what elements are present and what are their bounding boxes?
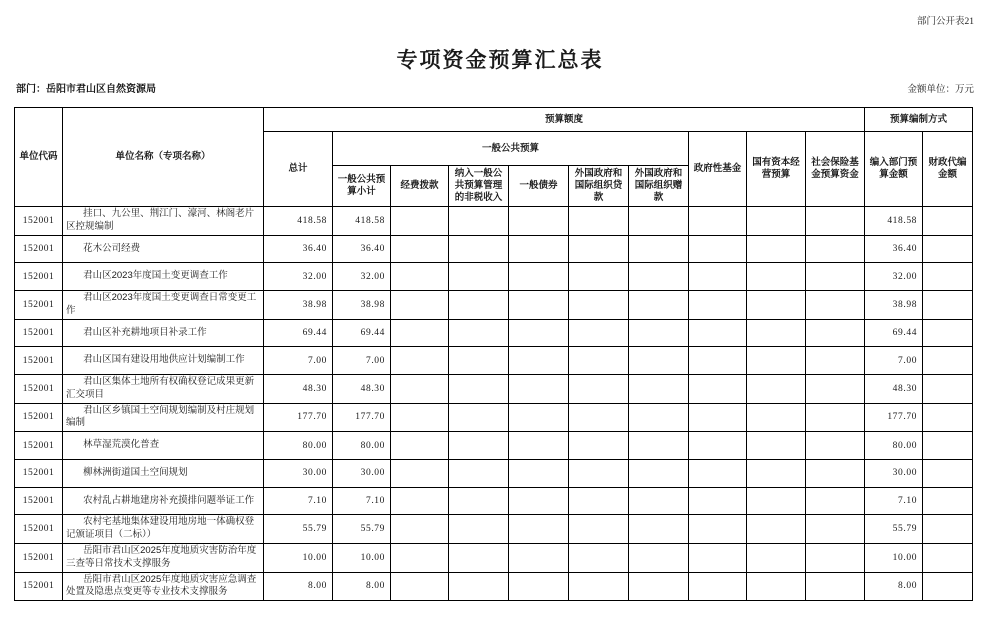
unit-name-cell: 岳阳市君山区2025年度地质灾害应急调查处置及隐患点变更等专业技术支撑服务 bbox=[63, 572, 264, 601]
header-non-tax-revenue: 纳入一般公共预算管理的非税收入 bbox=[449, 166, 509, 207]
unit-name-cell: 君山区补充耕地项目补录工作 bbox=[63, 319, 264, 347]
foreign-loans-cell bbox=[569, 347, 629, 375]
social-insurance-cell bbox=[806, 263, 865, 291]
unit-code-cell: 152001 bbox=[15, 207, 63, 236]
table-row bbox=[15, 375, 973, 404]
table-row bbox=[15, 207, 973, 236]
funding-appropriation-cell bbox=[391, 487, 449, 515]
social-insurance-cell bbox=[806, 375, 865, 404]
funding-appropriation-cell bbox=[391, 515, 449, 544]
total-cell: 8.00 bbox=[264, 572, 333, 601]
foreign-grants-cell bbox=[629, 207, 689, 236]
state-capital-cell bbox=[747, 347, 806, 375]
government-funds-cell bbox=[689, 207, 747, 236]
dept-budget-amount-cell: 7.10 bbox=[865, 487, 923, 515]
foreign-loans-cell bbox=[569, 375, 629, 404]
general-bonds-cell bbox=[509, 319, 569, 347]
dept-budget-amount-cell: 69.44 bbox=[865, 319, 923, 347]
funding-appropriation-cell bbox=[391, 375, 449, 404]
general-bonds-cell bbox=[509, 515, 569, 544]
total-cell: 32.00 bbox=[264, 263, 333, 291]
total-cell: 55.79 bbox=[264, 515, 333, 544]
unit-name-cell: 花木公司经费 bbox=[63, 235, 264, 263]
general-bonds-cell bbox=[509, 263, 569, 291]
fiscal-agency-amount-cell bbox=[923, 572, 973, 601]
non-tax-revenue-cell bbox=[449, 263, 509, 291]
funding-appropriation-cell bbox=[391, 432, 449, 460]
government-funds-cell bbox=[689, 432, 747, 460]
foreign-grants-cell bbox=[629, 432, 689, 460]
foreign-grants-cell bbox=[629, 347, 689, 375]
table-row bbox=[15, 459, 973, 487]
table-row bbox=[15, 403, 973, 432]
foreign-grants-cell bbox=[629, 319, 689, 347]
non-tax-revenue-cell bbox=[449, 487, 509, 515]
state-capital-cell bbox=[747, 459, 806, 487]
header-dept-budget-amount: 编入部门预算金额 bbox=[865, 132, 923, 207]
total-cell: 418.58 bbox=[264, 207, 333, 236]
meta-line bbox=[16, 80, 974, 95]
funding-appropriation-cell bbox=[391, 347, 449, 375]
unit-code-cell: 152001 bbox=[15, 487, 63, 515]
funding-appropriation-cell bbox=[391, 235, 449, 263]
gpb-subtotal-cell: 7.00 bbox=[333, 347, 391, 375]
dept-budget-amount-cell: 10.00 bbox=[865, 543, 923, 572]
unit-name-cell: 农村宅基地集体建设用地房地一体确权登记颁证项目（二标）） bbox=[63, 515, 264, 544]
gpb-subtotal-cell: 48.30 bbox=[333, 375, 391, 404]
unit-name-cell: 君山区乡镇国土空间规划编制及村庄规划编制 bbox=[63, 403, 264, 432]
unit-name-cell: 农村乱占耕地建房补充摸排问题举证工作 bbox=[63, 487, 264, 515]
foreign-grants-cell bbox=[629, 375, 689, 404]
unit-name-cell: 君山区国有建设用地供应计划编制工作 bbox=[63, 347, 264, 375]
non-tax-revenue-cell bbox=[449, 207, 509, 236]
funding-appropriation-cell bbox=[391, 572, 449, 601]
unit-code-cell: 152001 bbox=[15, 515, 63, 544]
funding-appropriation-cell bbox=[391, 403, 449, 432]
gpb-subtotal-cell: 418.58 bbox=[333, 207, 391, 236]
gpb-subtotal-cell: 177.70 bbox=[333, 403, 391, 432]
general-bonds-cell bbox=[509, 291, 569, 320]
fiscal-agency-amount-cell bbox=[923, 515, 973, 544]
header-foreign-loans: 外国政府和国际组织贷款 bbox=[569, 166, 629, 207]
non-tax-revenue-cell bbox=[449, 572, 509, 601]
foreign-grants-cell bbox=[629, 572, 689, 601]
budget-summary-table bbox=[14, 107, 973, 601]
state-capital-cell bbox=[747, 375, 806, 404]
unit-code-cell: 152001 bbox=[15, 543, 63, 572]
table-row bbox=[15, 291, 973, 320]
header-gpb-subtotal: 一般公共预算小计 bbox=[333, 166, 391, 207]
social-insurance-cell bbox=[806, 487, 865, 515]
fiscal-agency-amount-cell bbox=[923, 375, 973, 404]
non-tax-revenue-cell bbox=[449, 403, 509, 432]
foreign-loans-cell bbox=[569, 487, 629, 515]
foreign-loans-cell bbox=[569, 459, 629, 487]
state-capital-cell bbox=[747, 235, 806, 263]
funding-appropriation-cell bbox=[391, 459, 449, 487]
funding-appropriation-cell bbox=[391, 543, 449, 572]
government-funds-cell bbox=[689, 235, 747, 263]
header-general-bonds: 一般债券 bbox=[509, 166, 569, 207]
unit-name-cell: 君山区集体土地所有权确权登记成果更新汇交项目 bbox=[63, 375, 264, 404]
state-capital-cell bbox=[747, 487, 806, 515]
general-bonds-cell bbox=[509, 207, 569, 236]
government-funds-cell bbox=[689, 459, 747, 487]
table-row bbox=[15, 235, 973, 263]
gpb-subtotal-cell: 7.10 bbox=[333, 487, 391, 515]
unit-code-cell: 152001 bbox=[15, 403, 63, 432]
unit-name-cell: 君山区2023年度国土变更调查日常变更工作 bbox=[63, 291, 264, 320]
general-bonds-cell bbox=[509, 403, 569, 432]
gpb-subtotal-cell: 30.00 bbox=[333, 459, 391, 487]
fiscal-agency-amount-cell bbox=[923, 291, 973, 320]
social-insurance-cell bbox=[806, 347, 865, 375]
general-bonds-cell bbox=[509, 543, 569, 572]
non-tax-revenue-cell bbox=[449, 515, 509, 544]
state-capital-cell bbox=[747, 572, 806, 601]
state-capital-cell bbox=[747, 543, 806, 572]
fiscal-agency-amount-cell bbox=[923, 487, 973, 515]
unit-name-cell: 林草湿荒漠化普查 bbox=[63, 432, 264, 460]
total-cell: 38.98 bbox=[264, 291, 333, 320]
dept-budget-amount-cell: 55.79 bbox=[865, 515, 923, 544]
unit-code-cell: 152001 bbox=[15, 319, 63, 347]
foreign-grants-cell bbox=[629, 291, 689, 320]
state-capital-cell bbox=[747, 432, 806, 460]
government-funds-cell bbox=[689, 375, 747, 404]
general-bonds-cell bbox=[509, 235, 569, 263]
funding-appropriation-cell bbox=[391, 263, 449, 291]
general-bonds-cell bbox=[509, 487, 569, 515]
header-state-capital-operation: 国有资本经营预算 bbox=[747, 132, 806, 207]
table-row bbox=[15, 263, 973, 291]
fiscal-agency-amount-cell bbox=[923, 235, 973, 263]
table-row bbox=[15, 543, 973, 572]
government-funds-cell bbox=[689, 263, 747, 291]
header-funding-appropriation: 经费拨款 bbox=[391, 166, 449, 207]
fiscal-agency-amount-cell bbox=[923, 263, 973, 291]
unit-code-cell: 152001 bbox=[15, 432, 63, 460]
government-funds-cell bbox=[689, 487, 747, 515]
non-tax-revenue-cell bbox=[449, 291, 509, 320]
social-insurance-cell bbox=[806, 235, 865, 263]
dept-budget-amount-cell: 36.40 bbox=[865, 235, 923, 263]
government-funds-cell bbox=[689, 543, 747, 572]
foreign-loans-cell bbox=[569, 403, 629, 432]
foreign-loans-cell bbox=[569, 515, 629, 544]
fiscal-agency-amount-cell bbox=[923, 543, 973, 572]
social-insurance-cell bbox=[806, 403, 865, 432]
table-body bbox=[15, 207, 973, 601]
gpb-subtotal-cell: 55.79 bbox=[333, 515, 391, 544]
fiscal-agency-amount-cell bbox=[923, 403, 973, 432]
funding-appropriation-cell bbox=[391, 291, 449, 320]
dept-budget-amount-cell: 38.98 bbox=[865, 291, 923, 320]
header-foreign-grants: 外国政府和国际组织赠款 bbox=[629, 166, 689, 207]
foreign-grants-cell bbox=[629, 235, 689, 263]
total-cell: 7.00 bbox=[264, 347, 333, 375]
social-insurance-cell bbox=[806, 291, 865, 320]
unit-code-cell: 152001 bbox=[15, 347, 63, 375]
state-capital-cell bbox=[747, 515, 806, 544]
funding-appropriation-cell bbox=[391, 207, 449, 236]
foreign-loans-cell bbox=[569, 291, 629, 320]
table-row bbox=[15, 515, 973, 544]
total-cell: 30.00 bbox=[264, 459, 333, 487]
general-bonds-cell bbox=[509, 572, 569, 601]
state-capital-cell bbox=[747, 263, 806, 291]
unit-code-cell: 152001 bbox=[15, 263, 63, 291]
header-social-insurance-fund: 社会保险基金预算资金 bbox=[806, 132, 865, 207]
foreign-grants-cell bbox=[629, 263, 689, 291]
social-insurance-cell bbox=[806, 572, 865, 601]
department-label: 部门：岳阳市君山区自然资源局 bbox=[16, 84, 156, 95]
dept-budget-amount-cell: 418.58 bbox=[865, 207, 923, 236]
government-funds-cell bbox=[689, 403, 747, 432]
non-tax-revenue-cell bbox=[449, 235, 509, 263]
general-bonds-cell bbox=[509, 375, 569, 404]
dept-budget-amount-cell: 80.00 bbox=[865, 432, 923, 460]
government-funds-cell bbox=[689, 572, 747, 601]
table-row bbox=[15, 347, 973, 375]
gpb-subtotal-cell: 8.00 bbox=[333, 572, 391, 601]
foreign-grants-cell bbox=[629, 487, 689, 515]
unit-name-cell: 柳林洲街道国土空间规划 bbox=[63, 459, 264, 487]
social-insurance-cell bbox=[806, 515, 865, 544]
foreign-loans-cell bbox=[569, 263, 629, 291]
foreign-grants-cell bbox=[629, 459, 689, 487]
state-capital-cell bbox=[747, 291, 806, 320]
foreign-grants-cell bbox=[629, 543, 689, 572]
funding-appropriation-cell bbox=[391, 319, 449, 347]
header-unit-name: 单位名称（专项名称） bbox=[63, 108, 264, 207]
non-tax-revenue-cell bbox=[449, 543, 509, 572]
total-cell: 48.30 bbox=[264, 375, 333, 404]
unit-code-cell: 152001 bbox=[15, 459, 63, 487]
unit-code-cell: 152001 bbox=[15, 375, 63, 404]
social-insurance-cell bbox=[806, 432, 865, 460]
non-tax-revenue-cell bbox=[449, 347, 509, 375]
amount-unit-label: 金额单位：万元 bbox=[907, 85, 974, 95]
dept-budget-amount-cell: 30.00 bbox=[865, 459, 923, 487]
social-insurance-cell bbox=[806, 319, 865, 347]
table-row bbox=[15, 432, 973, 460]
fiscal-agency-amount-cell bbox=[923, 347, 973, 375]
non-tax-revenue-cell bbox=[449, 432, 509, 460]
header-unit-code: 单位代码 bbox=[15, 108, 63, 207]
total-cell: 69.44 bbox=[264, 319, 333, 347]
dept-budget-amount-cell: 8.00 bbox=[865, 572, 923, 601]
total-cell: 10.00 bbox=[264, 543, 333, 572]
table-row bbox=[15, 487, 973, 515]
non-tax-revenue-cell bbox=[449, 459, 509, 487]
foreign-grants-cell bbox=[629, 403, 689, 432]
gpb-subtotal-cell: 38.98 bbox=[333, 291, 391, 320]
general-bonds-cell bbox=[509, 432, 569, 460]
total-cell: 36.40 bbox=[264, 235, 333, 263]
non-tax-revenue-cell bbox=[449, 375, 509, 404]
fiscal-agency-amount-cell bbox=[923, 319, 973, 347]
unit-code-cell: 152001 bbox=[15, 291, 63, 320]
fiscal-agency-amount-cell bbox=[923, 459, 973, 487]
state-capital-cell bbox=[747, 207, 806, 236]
foreign-loans-cell bbox=[569, 543, 629, 572]
corner-sheet-label: 部门公开表21 bbox=[916, 17, 974, 27]
dept-budget-amount-cell: 7.00 bbox=[865, 347, 923, 375]
general-bonds-cell bbox=[509, 347, 569, 375]
foreign-loans-cell bbox=[569, 235, 629, 263]
dept-budget-amount-cell: 177.70 bbox=[865, 403, 923, 432]
gpb-subtotal-cell: 36.40 bbox=[333, 235, 391, 263]
government-funds-cell bbox=[689, 319, 747, 347]
general-bonds-cell bbox=[509, 459, 569, 487]
header-budget-amount-group: 预算额度 bbox=[264, 108, 865, 132]
page-title: 专项资金预算汇总表 bbox=[396, 49, 604, 72]
table-row bbox=[15, 319, 973, 347]
social-insurance-cell bbox=[806, 543, 865, 572]
foreign-loans-cell bbox=[569, 207, 629, 236]
unit-code-cell: 152001 bbox=[15, 572, 63, 601]
foreign-loans-cell bbox=[569, 432, 629, 460]
fiscal-agency-amount-cell bbox=[923, 432, 973, 460]
dept-budget-amount-cell: 48.30 bbox=[865, 375, 923, 404]
total-cell: 177.70 bbox=[264, 403, 333, 432]
header-budget-method-group: 预算编制方式 bbox=[865, 108, 973, 132]
unit-code-cell: 152001 bbox=[15, 235, 63, 263]
gpb-subtotal-cell: 80.00 bbox=[333, 432, 391, 460]
non-tax-revenue-cell bbox=[449, 319, 509, 347]
unit-name-cell: 岳阳市君山区2025年度地质灾害防治年度三查等日常技术支撑服务 bbox=[63, 543, 264, 572]
gpb-subtotal-cell: 69.44 bbox=[333, 319, 391, 347]
state-capital-cell bbox=[747, 403, 806, 432]
unit-name-cell: 君山区2023年度国土变更调查工作 bbox=[63, 263, 264, 291]
header-fiscal-agency-amount: 财政代编金额 bbox=[923, 132, 973, 207]
dept-budget-amount-cell: 32.00 bbox=[865, 263, 923, 291]
social-insurance-cell bbox=[806, 207, 865, 236]
table-row bbox=[15, 572, 973, 601]
total-cell: 7.10 bbox=[264, 487, 333, 515]
unit-name-cell: 挂口、九公里、荆江门、濠河、林阁老片区控规编制 bbox=[63, 207, 264, 236]
foreign-loans-cell bbox=[569, 572, 629, 601]
government-funds-cell bbox=[689, 515, 747, 544]
government-funds-cell bbox=[689, 291, 747, 320]
total-cell: 80.00 bbox=[264, 432, 333, 460]
header-government-funds: 政府性基金 bbox=[689, 132, 747, 207]
social-insurance-cell bbox=[806, 459, 865, 487]
state-capital-cell bbox=[747, 319, 806, 347]
foreign-grants-cell bbox=[629, 515, 689, 544]
foreign-loans-cell bbox=[569, 319, 629, 347]
government-funds-cell bbox=[689, 347, 747, 375]
gpb-subtotal-cell: 10.00 bbox=[333, 543, 391, 572]
fiscal-agency-amount-cell bbox=[923, 207, 973, 236]
header-total: 总计 bbox=[264, 132, 333, 207]
gpb-subtotal-cell: 32.00 bbox=[333, 263, 391, 291]
header-general-public-budget-group: 一般公共预算 bbox=[333, 132, 689, 166]
